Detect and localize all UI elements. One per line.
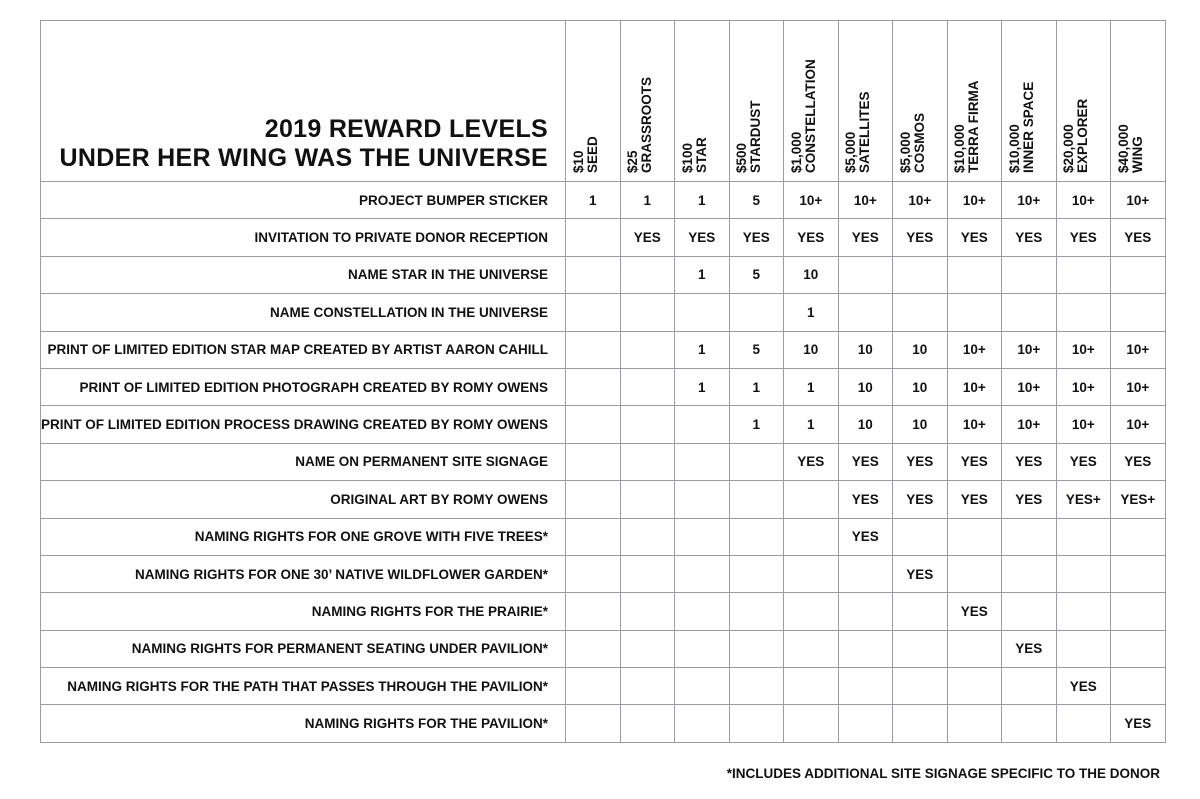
reward-value-cell bbox=[947, 294, 1002, 331]
reward-value-cell bbox=[729, 555, 784, 592]
reward-value-cell bbox=[784, 518, 839, 555]
level-amount: $10,000 bbox=[1006, 124, 1022, 173]
reward-levels-table bbox=[40, 20, 1166, 743]
reward-value-cell: 1 bbox=[675, 182, 730, 219]
reward-value-cell: 10+ bbox=[1056, 182, 1111, 219]
reward-value-cell bbox=[1056, 555, 1111, 592]
reward-value-cell bbox=[893, 593, 948, 630]
reward-value-cell: YES bbox=[1002, 443, 1057, 480]
reward-value-cell bbox=[729, 481, 784, 518]
reward-value-cell: 10+ bbox=[1056, 331, 1111, 368]
level-header bbox=[729, 21, 784, 182]
table-row bbox=[41, 705, 1166, 742]
title-line-2: UNDER HER WING WAS THE UNIVERSE bbox=[59, 144, 549, 172]
reward-value-cell: YES bbox=[838, 481, 893, 518]
table-row bbox=[41, 443, 1166, 480]
reward-value-cell: YES bbox=[1002, 481, 1057, 518]
reward-value-cell: 1 bbox=[675, 256, 730, 293]
reward-value-cell bbox=[675, 593, 730, 630]
level-header bbox=[893, 21, 948, 182]
reward-value-cell: YES bbox=[675, 219, 730, 256]
table-row bbox=[41, 331, 1166, 368]
reward-value-cell: 10+ bbox=[1002, 182, 1057, 219]
reward-value-cell: 10 bbox=[893, 331, 948, 368]
reward-value-cell: YES bbox=[893, 555, 948, 592]
reward-value-cell bbox=[566, 219, 621, 256]
reward-value-cell bbox=[729, 593, 784, 630]
reward-value-cell bbox=[893, 294, 948, 331]
reward-value-cell bbox=[620, 593, 675, 630]
reward-value-cell: 10+ bbox=[784, 182, 839, 219]
level-label bbox=[1117, 124, 1145, 173]
reward-value-cell bbox=[838, 705, 893, 742]
level-name: CONSTELLATION bbox=[802, 59, 818, 173]
reward-value-cell bbox=[566, 668, 621, 705]
level-label bbox=[1008, 82, 1036, 173]
table-row bbox=[41, 256, 1166, 293]
reward-value-cell: YES bbox=[620, 219, 675, 256]
reward-value-cell bbox=[1002, 668, 1057, 705]
reward-value-cell: YES bbox=[893, 481, 948, 518]
reward-value-cell: 1 bbox=[566, 182, 621, 219]
reward-value-cell bbox=[1056, 705, 1111, 742]
level-amount: $5,000 bbox=[843, 131, 859, 173]
reward-value-cell: YES bbox=[838, 219, 893, 256]
table-row bbox=[41, 368, 1166, 405]
benefit-label: NAME CONSTELLATION IN THE UNIVERSE bbox=[41, 294, 566, 331]
reward-value-cell bbox=[838, 593, 893, 630]
reward-value-cell: 10 bbox=[838, 406, 893, 443]
reward-value-cell bbox=[1002, 294, 1057, 331]
reward-value-cell: 10+ bbox=[1111, 182, 1166, 219]
level-amount: $40,000 bbox=[1115, 124, 1131, 173]
table-row bbox=[41, 630, 1166, 667]
benefit-label: NAMING RIGHTS FOR THE PATH THAT PASSES THROUGH THE PAVILION* bbox=[41, 668, 566, 705]
reward-value-cell: 1 bbox=[675, 331, 730, 368]
level-name: INNER SPACE bbox=[1020, 81, 1036, 173]
level-label bbox=[626, 77, 654, 173]
reward-value-cell bbox=[729, 668, 784, 705]
level-amount: $10,000 bbox=[952, 124, 968, 173]
reward-value-cell bbox=[1002, 705, 1057, 742]
reward-value-cell bbox=[675, 518, 730, 555]
reward-value-cell bbox=[675, 443, 730, 480]
reward-value-cell bbox=[947, 705, 1002, 742]
reward-value-cell: 10 bbox=[784, 256, 839, 293]
reward-value-cell: 10+ bbox=[893, 182, 948, 219]
level-amount: $10 bbox=[570, 150, 586, 173]
benefit-label: NAMING RIGHTS FOR PERMANENT SEATING UNDER PAVILION* bbox=[41, 630, 566, 667]
reward-value-cell bbox=[947, 555, 1002, 592]
table-row bbox=[41, 406, 1166, 443]
reward-value-cell: YES bbox=[947, 593, 1002, 630]
reward-value-cell: YES bbox=[1056, 219, 1111, 256]
level-amount: $5,000 bbox=[897, 131, 913, 173]
table-row bbox=[41, 668, 1166, 705]
reward-value-cell bbox=[675, 630, 730, 667]
level-header bbox=[838, 21, 893, 182]
reward-value-cell: 5 bbox=[729, 182, 784, 219]
reward-value-cell bbox=[620, 555, 675, 592]
reward-value-cell bbox=[838, 294, 893, 331]
reward-value-cell bbox=[1111, 630, 1166, 667]
level-name: SEED bbox=[584, 136, 600, 173]
reward-value-cell: 10+ bbox=[1111, 406, 1166, 443]
reward-value-cell bbox=[893, 668, 948, 705]
reward-value-cell bbox=[566, 443, 621, 480]
reward-value-cell bbox=[566, 331, 621, 368]
reward-value-cell bbox=[1111, 555, 1166, 592]
benefit-label: ORIGINAL ART BY ROMY OWENS bbox=[41, 481, 566, 518]
level-amount: $20,000 bbox=[1061, 124, 1077, 173]
level-label bbox=[1062, 99, 1090, 173]
benefit-label: INVITATION TO PRIVATE DONOR RECEPTION bbox=[41, 219, 566, 256]
reward-value-cell: 5 bbox=[729, 256, 784, 293]
title-line-1: 2019 REWARD LEVELS bbox=[264, 115, 549, 143]
table-row bbox=[41, 294, 1166, 331]
reward-value-cell bbox=[1111, 256, 1166, 293]
benefit-label: PRINT OF LIMITED EDITION PROCESS DRAWING CREATED BY ROMY OWENS bbox=[41, 406, 566, 443]
reward-value-cell: YES+ bbox=[1111, 481, 1166, 518]
reward-value-cell: YES bbox=[1056, 668, 1111, 705]
header-row bbox=[41, 21, 1166, 182]
reward-value-cell: YES bbox=[893, 443, 948, 480]
level-header bbox=[947, 21, 1002, 182]
reward-value-cell bbox=[1111, 518, 1166, 555]
table-row bbox=[41, 219, 1166, 256]
level-name: COSMOS bbox=[911, 112, 927, 173]
reward-value-cell bbox=[566, 256, 621, 293]
benefit-label: NAMING RIGHTS FOR THE PAVILION* bbox=[41, 705, 566, 742]
reward-value-cell: 10+ bbox=[1111, 368, 1166, 405]
reward-value-cell bbox=[566, 518, 621, 555]
level-header bbox=[566, 21, 621, 182]
reward-value-cell: YES bbox=[1002, 219, 1057, 256]
reward-value-cell: YES bbox=[947, 481, 1002, 518]
reward-value-cell: 10+ bbox=[1002, 331, 1057, 368]
benefit-label: NAMING RIGHTS FOR THE PRAIRIE* bbox=[41, 593, 566, 630]
reward-value-cell bbox=[838, 630, 893, 667]
level-amount: $25 bbox=[625, 150, 641, 173]
reward-value-cell: 10+ bbox=[838, 182, 893, 219]
reward-table-body bbox=[41, 182, 1166, 743]
level-header bbox=[1056, 21, 1111, 182]
reward-value-cell: YES bbox=[947, 443, 1002, 480]
reward-value-cell: YES bbox=[784, 443, 839, 480]
reward-value-cell bbox=[784, 705, 839, 742]
level-name: STAR bbox=[693, 137, 709, 173]
reward-value-cell bbox=[947, 668, 1002, 705]
reward-value-cell: 1 bbox=[620, 182, 675, 219]
reward-value-cell bbox=[838, 668, 893, 705]
reward-value-cell bbox=[1056, 593, 1111, 630]
reward-value-cell bbox=[1111, 294, 1166, 331]
reward-value-cell: YES bbox=[1002, 630, 1057, 667]
reward-value-cell bbox=[620, 668, 675, 705]
level-amount: $500 bbox=[734, 142, 750, 173]
reward-value-cell bbox=[620, 368, 675, 405]
reward-value-cell bbox=[1002, 518, 1057, 555]
level-label bbox=[790, 59, 818, 173]
table-row bbox=[41, 481, 1166, 518]
reward-value-cell bbox=[566, 481, 621, 518]
level-name: TERRA FIRMA bbox=[966, 80, 982, 173]
reward-value-cell: 10+ bbox=[947, 368, 1002, 405]
reward-value-cell bbox=[675, 555, 730, 592]
reward-value-cell bbox=[947, 518, 1002, 555]
reward-value-cell: 10 bbox=[784, 331, 839, 368]
level-label bbox=[681, 137, 709, 173]
reward-value-cell bbox=[784, 481, 839, 518]
level-label bbox=[844, 91, 872, 173]
reward-value-cell bbox=[729, 294, 784, 331]
reward-value-cell: 1 bbox=[784, 406, 839, 443]
level-label bbox=[899, 113, 927, 173]
reward-value-cell: YES bbox=[1056, 443, 1111, 480]
reward-value-cell bbox=[620, 443, 675, 480]
benefit-label: PRINT OF LIMITED EDITION PHOTOGRAPH CREATED BY ROMY OWENS bbox=[41, 368, 566, 405]
reward-value-cell: 10 bbox=[893, 368, 948, 405]
level-amount: $100 bbox=[679, 142, 695, 173]
table-row bbox=[41, 182, 1166, 219]
reward-value-cell bbox=[784, 593, 839, 630]
reward-value-cell bbox=[566, 555, 621, 592]
reward-value-cell bbox=[620, 294, 675, 331]
table-row bbox=[41, 518, 1166, 555]
reward-value-cell: 10+ bbox=[947, 331, 1002, 368]
level-name: SATELLITES bbox=[857, 91, 873, 173]
reward-value-cell bbox=[675, 668, 730, 705]
reward-value-cell bbox=[1056, 294, 1111, 331]
reward-value-cell: 10+ bbox=[947, 182, 1002, 219]
reward-value-cell bbox=[838, 555, 893, 592]
reward-value-cell bbox=[729, 630, 784, 667]
reward-value-cell: 1 bbox=[784, 368, 839, 405]
reward-value-cell: 10+ bbox=[1111, 331, 1166, 368]
reward-value-cell: YES+ bbox=[1056, 481, 1111, 518]
reward-value-cell: 10+ bbox=[1056, 368, 1111, 405]
reward-value-cell: 10 bbox=[838, 368, 893, 405]
level-header bbox=[675, 21, 730, 182]
benefit-label: NAME ON PERMANENT SITE SIGNAGE bbox=[41, 443, 566, 480]
reward-value-cell: 10 bbox=[838, 331, 893, 368]
level-amount: $1,000 bbox=[788, 131, 804, 173]
reward-value-cell bbox=[1002, 256, 1057, 293]
reward-value-cell bbox=[566, 593, 621, 630]
reward-value-cell: 1 bbox=[675, 368, 730, 405]
reward-value-cell: 10+ bbox=[1002, 406, 1057, 443]
reward-value-cell bbox=[566, 368, 621, 405]
reward-value-cell: YES bbox=[838, 518, 893, 555]
reward-value-cell bbox=[784, 555, 839, 592]
reward-value-cell bbox=[566, 705, 621, 742]
reward-value-cell: YES bbox=[1111, 219, 1166, 256]
reward-value-cell: 1 bbox=[729, 406, 784, 443]
reward-value-cell bbox=[675, 406, 730, 443]
reward-value-cell: 1 bbox=[784, 294, 839, 331]
reward-value-cell bbox=[620, 630, 675, 667]
reward-value-cell bbox=[784, 630, 839, 667]
reward-value-cell: YES bbox=[784, 219, 839, 256]
reward-value-cell: YES bbox=[729, 219, 784, 256]
reward-value-cell bbox=[729, 443, 784, 480]
footnote: *INCLUDES ADDITIONAL SITE SIGNAGE SPECIFIC TO THE DONOR bbox=[726, 766, 1160, 781]
reward-value-cell bbox=[893, 705, 948, 742]
benefit-label: PROJECT BUMPER STICKER bbox=[41, 182, 566, 219]
reward-value-cell: YES bbox=[1111, 443, 1166, 480]
level-label bbox=[572, 136, 600, 173]
reward-value-cell bbox=[784, 668, 839, 705]
benefit-label: PRINT OF LIMITED EDITION STAR MAP CREATED BY ARTIST AARON CAHILL bbox=[41, 331, 566, 368]
reward-value-cell bbox=[1002, 593, 1057, 630]
reward-value-cell: 10 bbox=[893, 406, 948, 443]
level-name: WING bbox=[1129, 136, 1145, 173]
benefit-label: NAMING RIGHTS FOR ONE GROVE WITH FIVE TREES* bbox=[41, 518, 566, 555]
reward-value-cell bbox=[729, 705, 784, 742]
reward-value-cell bbox=[1056, 256, 1111, 293]
reward-value-cell: 10+ bbox=[1056, 406, 1111, 443]
reward-value-cell bbox=[620, 331, 675, 368]
level-header bbox=[1002, 21, 1057, 182]
reward-value-cell bbox=[1111, 593, 1166, 630]
level-header bbox=[620, 21, 675, 182]
reward-value-cell: 1 bbox=[729, 368, 784, 405]
reward-value-cell: 5 bbox=[729, 331, 784, 368]
reward-value-cell bbox=[1111, 668, 1166, 705]
reward-value-cell bbox=[1056, 630, 1111, 667]
reward-value-cell: YES bbox=[838, 443, 893, 480]
reward-value-cell: 10+ bbox=[1002, 368, 1057, 405]
reward-value-cell bbox=[893, 630, 948, 667]
reward-value-cell bbox=[1002, 555, 1057, 592]
reward-value-cell bbox=[566, 294, 621, 331]
level-name: EXPLORER bbox=[1075, 98, 1091, 173]
reward-value-cell bbox=[838, 256, 893, 293]
page-title bbox=[41, 21, 566, 182]
reward-value-cell bbox=[675, 481, 730, 518]
table-row bbox=[41, 555, 1166, 592]
reward-value-cell bbox=[620, 481, 675, 518]
reward-value-cell bbox=[947, 630, 1002, 667]
benefit-label: NAME STAR IN THE UNIVERSE bbox=[41, 256, 566, 293]
benefit-label: NAMING RIGHTS FOR ONE 30’ NATIVE WILDFLOWER GARDEN* bbox=[41, 555, 566, 592]
reward-value-cell bbox=[675, 705, 730, 742]
reward-value-cell: YES bbox=[947, 219, 1002, 256]
reward-value-cell bbox=[620, 256, 675, 293]
reward-value-cell bbox=[620, 705, 675, 742]
level-label bbox=[953, 81, 981, 174]
reward-value-cell: YES bbox=[1111, 705, 1166, 742]
reward-value-cell: 10+ bbox=[947, 406, 1002, 443]
reward-value-cell bbox=[620, 518, 675, 555]
reward-value-cell bbox=[675, 294, 730, 331]
reward-value-cell bbox=[1056, 518, 1111, 555]
reward-value-cell bbox=[566, 630, 621, 667]
reward-value-cell bbox=[893, 256, 948, 293]
reward-value-cell bbox=[893, 518, 948, 555]
reward-value-cell bbox=[729, 518, 784, 555]
level-header bbox=[1111, 21, 1166, 182]
reward-value-cell: YES bbox=[893, 219, 948, 256]
table-row bbox=[41, 593, 1166, 630]
reward-value-cell bbox=[620, 406, 675, 443]
reward-value-cell bbox=[566, 406, 621, 443]
reward-value-cell bbox=[947, 256, 1002, 293]
level-name: STARDUST bbox=[748, 100, 764, 173]
level-name: GRASSROOTS bbox=[639, 76, 655, 173]
level-header bbox=[784, 21, 839, 182]
level-label bbox=[735, 101, 763, 174]
